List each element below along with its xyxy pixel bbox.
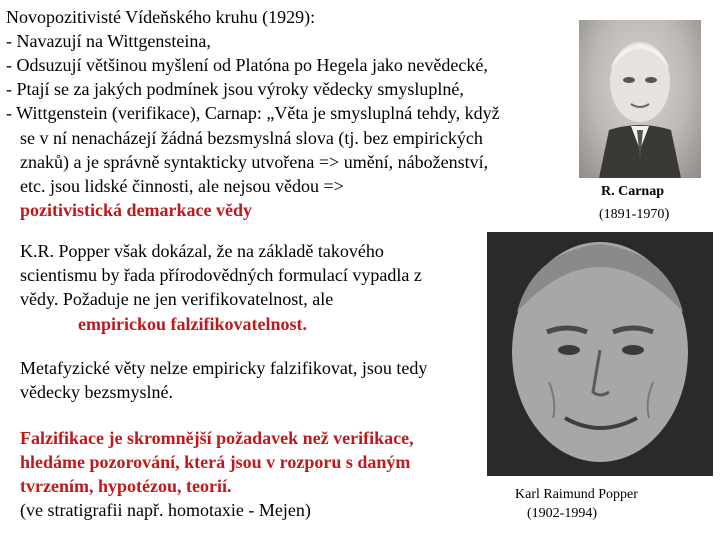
bullet-meaningful-statements: - Ptají se za jakých podmínek jsou výroky vědecky smysluplné,	[6, 79, 464, 99]
popper-paragraph-line-1: K.R. Popper však dokázal, že na základě takového	[20, 241, 384, 261]
stratigraphy-note: (ve stratigrafii např. homotaxie - Mejen)	[20, 500, 311, 520]
falsification-line-2: hledáme pozorování, která jsou v rozporu s daným	[20, 452, 411, 472]
quote-line-4: etc. jsou lidské činnosti, ale nejsou vědou =>	[20, 176, 344, 196]
heading-vienna-circle: Novopozitivisté Vídeňského kruhu (1929):	[6, 7, 316, 27]
popper-portrait	[487, 232, 713, 476]
carnap-portrait-figure	[579, 20, 701, 178]
positivist-demarcation-text: pozitivistická demarkace vědy	[20, 200, 252, 220]
metaphysics-line-1: Metafyzické věty nelze empiricky falzifikovat, jsou tedy	[20, 358, 428, 378]
falsification-line-1: Falzifikace je skromnější požadavek než verifikace,	[20, 428, 414, 448]
metaphysics-line-2: vědecky bezsmyslné.	[20, 382, 173, 402]
bullet-wittgenstein: - Navazují na Wittgensteina,	[6, 31, 211, 51]
carnap-name: R. Carnap	[601, 184, 665, 199]
popper-portrait-figure	[487, 232, 713, 476]
popper-years: (1902-1994)	[527, 506, 597, 521]
popper-name: Karl Raimund Popper	[515, 487, 638, 502]
bullet-plato-hegel: - Odsuzují většinou myšlení od Platóna po Hegela jako nevědecké,	[6, 55, 488, 75]
quote-line-2: se v ní nenacházejí žádná bezsmyslná slova (tj. bez empirických	[20, 128, 483, 148]
falsification-line-3: tvrzením, hypotézou, teorií.	[20, 476, 232, 496]
popper-paragraph-line-3: vědy. Požaduje ne jen verifikovatelnost, ale	[20, 289, 334, 309]
quote-line-3: znaků) a je správně syntakticky utvořena => umění, náboženství,	[20, 152, 489, 172]
empirical-falsifiability-text: empirickou falzifikovatelnost.	[78, 314, 307, 334]
carnap-years: (1891-1970)	[599, 206, 670, 222]
carnap-portrait	[579, 20, 701, 178]
popper-paragraph-line-2: scientismu by řada přírodovědných formulací vypadla z	[20, 265, 422, 285]
bullet-carnap-quote: - Wittgenstein (verifikace), Carnap: „Věta je smysluplná tehdy, když	[6, 103, 500, 123]
